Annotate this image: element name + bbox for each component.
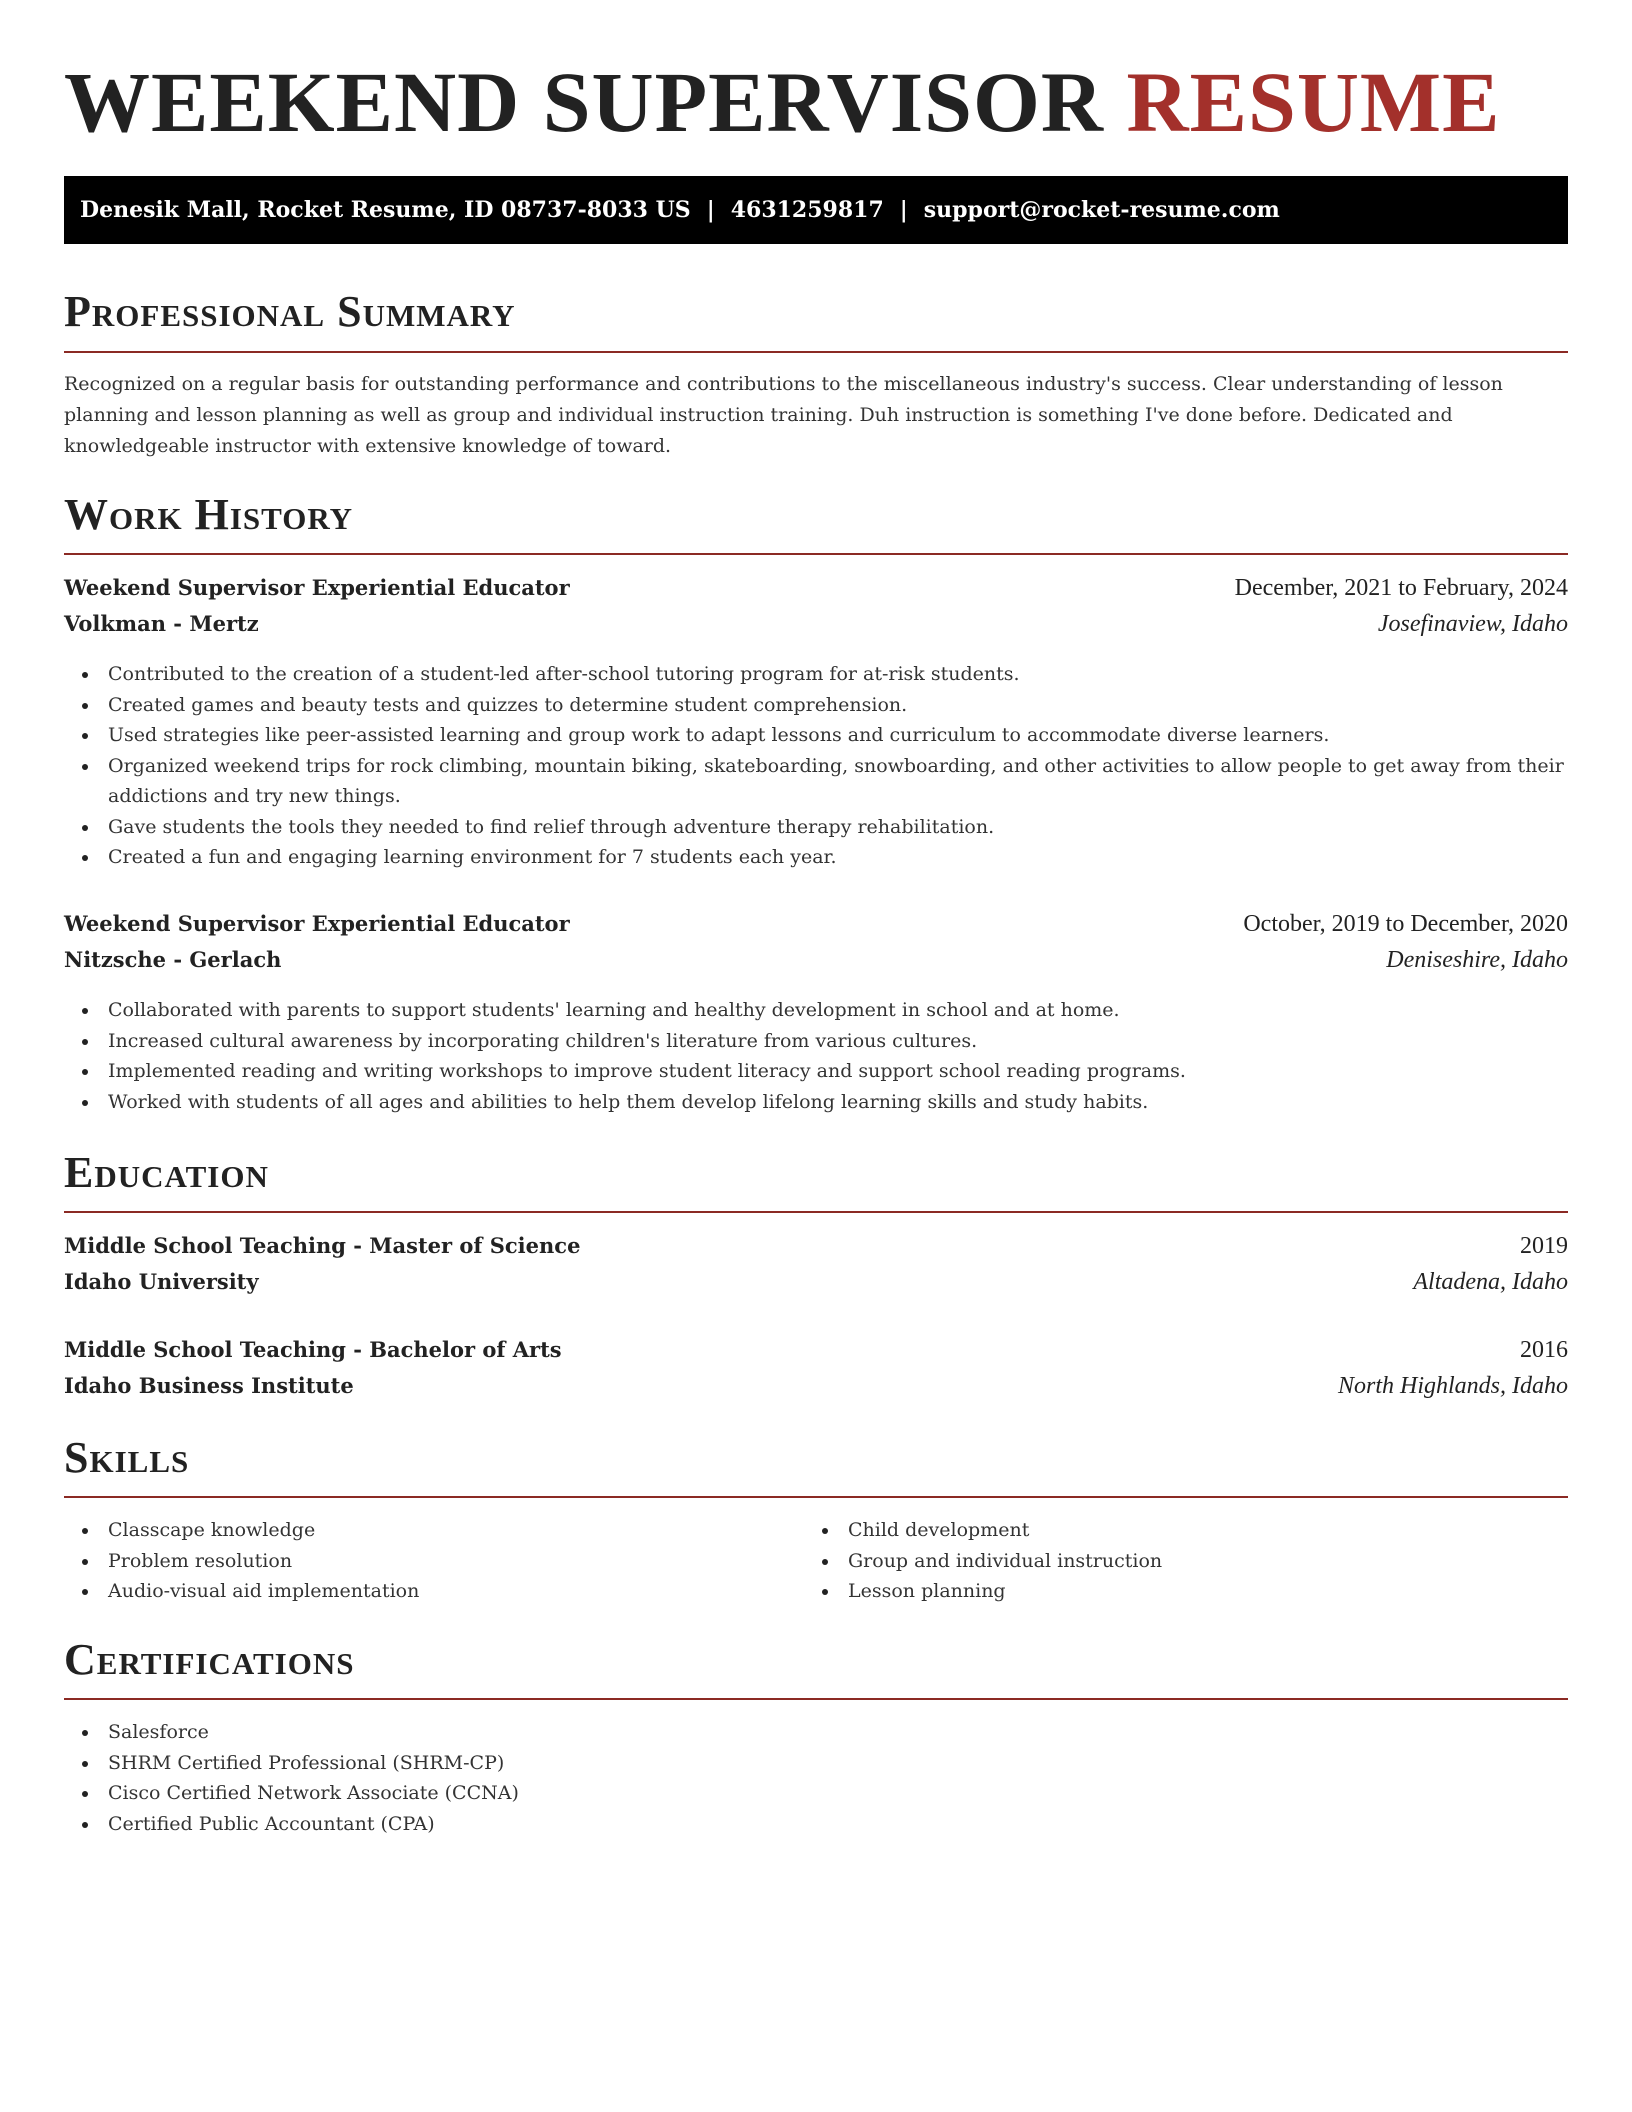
title-main: WEEKEND SUPERVISOR xyxy=(64,54,1105,150)
certifications-list xyxy=(64,1717,1568,1839)
education-header-row xyxy=(64,1337,1568,1364)
section-divider xyxy=(64,351,1568,353)
section-divider xyxy=(64,1496,1568,1498)
education-school-row xyxy=(64,1373,1568,1400)
education-degree: Middle School Teaching - Master of Science xyxy=(64,1233,581,1258)
job-bullet: Created a fun and engaging learning environment for 7 students each year. xyxy=(64,842,1568,873)
job-bullet: Used strategies like peer-assisted learning and group work to adapt lessons and curriculum to accommodate diverse learners. xyxy=(64,720,1568,751)
section-title-summary: Professional Summary xyxy=(64,287,516,336)
contact-address: Denesik Mall, Rocket Resume, ID 08737-8033 US xyxy=(80,197,691,223)
contact-bar xyxy=(64,176,1568,244)
contact-phone: 4631259817 xyxy=(730,197,884,223)
education-school: Idaho Business Institute xyxy=(64,1373,354,1398)
education-header-row xyxy=(64,1233,1568,1260)
resume-title xyxy=(64,52,1500,152)
skill-item: Classcape knowledge xyxy=(64,1515,804,1546)
section-divider xyxy=(64,1698,1568,1700)
education-location: North Highlands, Idaho xyxy=(1337,1373,1568,1399)
job-bullet-list xyxy=(64,659,1568,873)
section-divider xyxy=(64,1211,1568,1213)
title-accent: RESUME xyxy=(1126,54,1501,150)
job-company: Volkman - Mertz xyxy=(64,611,259,636)
job-location: Deniseshire, Idaho xyxy=(1386,947,1568,973)
education-location: Altadena, Idaho xyxy=(1413,1269,1568,1295)
education-school: Idaho University xyxy=(64,1269,259,1294)
job-dates: December, 2021 to February, 2024 xyxy=(1234,575,1568,601)
education-degree: Middle School Teaching - Bachelor of Arts xyxy=(64,1337,562,1362)
job-title: Weekend Supervisor Experiential Educator xyxy=(64,911,570,936)
certification-item: Cisco Certified Network Associate (CCNA) xyxy=(64,1778,1568,1809)
section-title-skills: Skills xyxy=(64,1433,190,1482)
job-bullet: Increased cultural awareness by incorporating children's literature from various cultures. xyxy=(64,1026,1568,1057)
certification-item: SHRM Certified Professional (SHRM-CP) xyxy=(64,1748,1568,1779)
job-title: Weekend Supervisor Experiential Educator xyxy=(64,575,570,600)
skill-item: Group and individual instruction xyxy=(804,1546,1568,1577)
education-school-row xyxy=(64,1269,1568,1296)
job-dates: October, 2019 to December, 2020 xyxy=(1243,911,1568,937)
contact-email: support@rocket-resume.com xyxy=(923,197,1280,223)
contact-separator: | xyxy=(899,197,908,223)
job-bullet: Contributed to the creation of a student-led after-school tutoring program for at-risk students. xyxy=(64,659,1568,690)
job-location: Josefinaview, Idaho xyxy=(1377,611,1568,637)
certification-item: Certified Public Accountant (CPA) xyxy=(64,1809,1568,1840)
job-bullet: Created games and beauty tests and quizzes to determine student comprehension. xyxy=(64,690,1568,721)
skills-list-column-2 xyxy=(804,1515,1568,1607)
contact-separator: | xyxy=(706,197,715,223)
skill-item: Child development xyxy=(804,1515,1568,1546)
education-year: 2019 xyxy=(1520,1233,1568,1259)
education-year: 2016 xyxy=(1520,1337,1568,1363)
skills-list-column-1 xyxy=(64,1515,804,1607)
job-company-row xyxy=(64,947,1568,974)
section-divider xyxy=(64,553,1568,555)
job-bullet: Worked with students of all ages and abilities to help them develop lifelong learning skills and study habits. xyxy=(64,1087,1568,1118)
skill-item: Lesson planning xyxy=(804,1576,1568,1607)
job-bullet: Organized weekend trips for rock climbing, mountain biking, skateboarding, snowboarding, and other activities to allow people to get away from their addictions and try new things. xyxy=(64,751,1568,812)
skill-item: Problem resolution xyxy=(64,1546,804,1577)
job-bullet: Implemented reading and writing workshops to improve student literacy and support school reading programs. xyxy=(64,1056,1568,1087)
job-bullet: Gave students the tools they needed to find relief through adventure therapy rehabilitation. xyxy=(64,812,1568,843)
summary-text: Recognized on a regular basis for outstanding performance and contributions to the miscellaneous industry's success. Clear understanding of lesson planning and lesson planning as well as group and individual instruction training. Duh instruction is something I've done before. Dedicated and knowledgeable instructor with extensive knowledge of toward. xyxy=(64,373,1503,457)
section-title-education: Education xyxy=(64,1148,269,1197)
job-company: Nitzsche - Gerlach xyxy=(64,947,282,972)
job-bullet-list xyxy=(64,995,1568,1117)
certification-item: Salesforce xyxy=(64,1717,1568,1748)
job-bullet: Collaborated with parents to support students' learning and healthy development in school and at home. xyxy=(64,995,1568,1026)
skill-item: Audio-visual aid implementation xyxy=(64,1576,804,1607)
job-header-row xyxy=(64,911,1568,938)
section-title-certifications: Certifications xyxy=(64,1635,355,1684)
job-company-row xyxy=(64,611,1568,638)
section-title-work-history: Work History xyxy=(64,490,354,539)
job-header-row xyxy=(64,575,1568,602)
